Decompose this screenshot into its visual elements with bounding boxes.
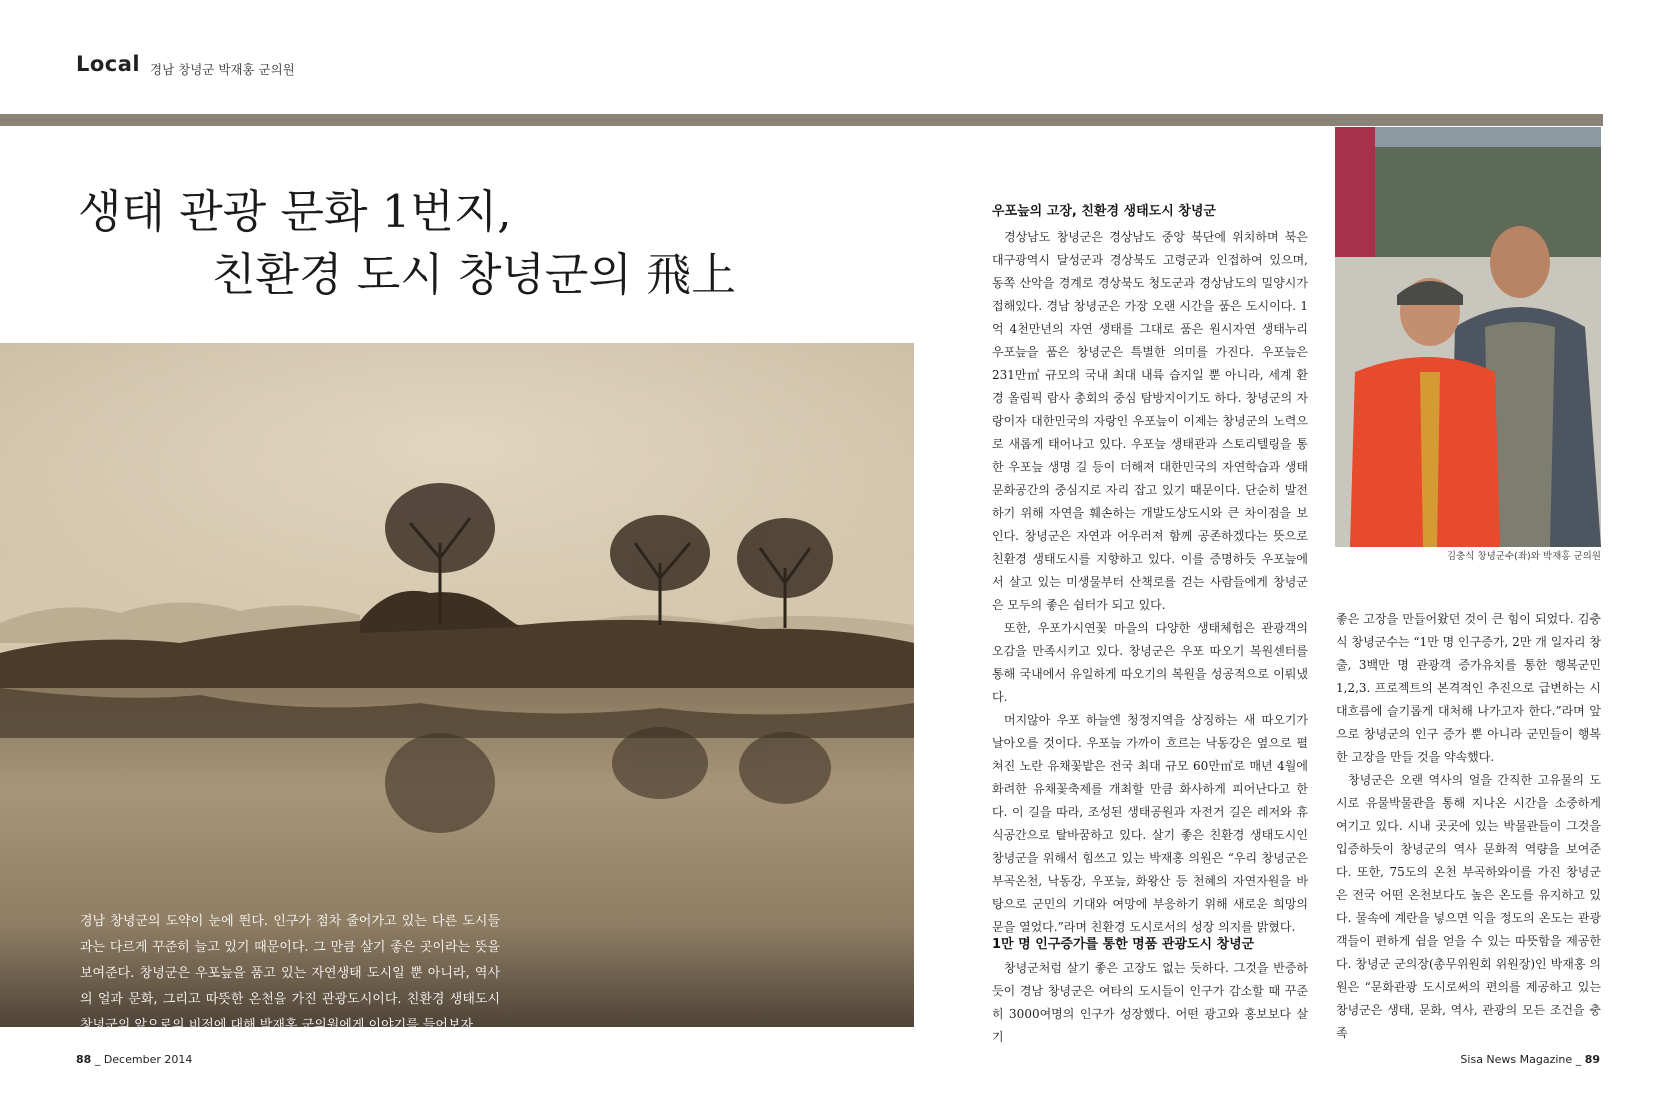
headline-line-2: 친환경 도시 창녕군의 飛上 [212,248,737,301]
right-page-number: 89 [1584,1053,1600,1066]
article-column-middle-end [992,957,1308,1049]
article-paragraph: 경상남도 창녕군은 경상남도 중앙 북단에 위치하며 북은 대구광역시 달성군과 경상북도 고령군과 인접하여 있으며, 동쪽 산악을 경계로 경상북도 청도군과 경상남도의 밀양시가 접해있다. 경남 창녕군은 가장 오랜 시간을 품은 도시이다. 1억 4천만년의 자연 생태를 그대로 품은 원시자연 생태누리 우포늪을 품은 창녕군은 특별한 의미를 가진다. 우포늪은 231만㎡ 규모의 국내 최대 내륙 습지일 뿐 아니라, 세계 환경 올림픽 람사 총회의 중심 탐방지이기도 하다. 창녕군의 자랑이자 대한민국의 자랑인 우포늪이 이제는 창녕군의 노력으로 새롭게 태어나고 있다. 우포늪 생태관과 스토리텔링을 통한 우포늪 생명 길 등이 더해져 대한민국의 자연학습과 생태문화공간의 중심지로 자리 잡고 있기 때문이다. 단순히 발전하기 위해 자연을 훼손하는 개발도상도시와 큰 차이점을 보인다. 창녕군은 자연과 어우러져 함께 공존하겠다는 뜻으로 친환경 생태도시를 지향하고 있다. 이를 증명하듯 우포늪에서 살고 있는 미생물부터 산책로를 걷는 사람들에게 창녕군은 모두의 좋은 쉼터가 되고 있다. [992,230,1309,612]
header-rule [0,114,1603,126]
article-paragraph: 창녕군처럼 살기 좋은 고장도 없는 듯하다. 그것을 반증하듯이 경남 창녕군은 여타의 도시들이 인구가 감소할 때 꾸준히 3000여명의 인구가 성장했다. 어떤 광고와 홍보보다 살기 [992,961,1308,1044]
folio-right [1460,1053,1600,1066]
article-column-middle [992,226,1308,939]
section-subtitle: 경남 창녕군 박재홍 군의원 [150,62,295,77]
article-paragraph: 창녕군은 오랜 역사의 얼을 간직한 고유물의 도시로 유물박물관을 통해 지나온 시간을 소중하게 여기고 있다. 시내 곳곳에 있는 박물관들이 그것을 입증하듯이 창녕군의 역사 문화적 역량을 보여준다. 또한, 75도의 온천 부곡하와이를 가진 창녕군은 전국 어떤 온천보다도 높은 온도를 유지하고 있다. 물속에 계란을 넣으면 익을 정도의 온도는 관광객들이 편하게 쉼을 얻을 수 있는 따뜻함을 제공한다. 창녕군 군의장(총무위원회 위원장)인 박재홍 의원은 “문화관광 도시로써의 편의를 제공하고 있는 창녕군은 생태, 문화, 역사, 관광의 모든 조건을 충족 [1336,773,1601,1040]
article-paragraph: 또한, 우포가시연꽃 마을의 다양한 생태체험은 관광객의 오감을 만족시키고 있다. 창녕군은 우포 따오기 복원센터를 통해 국내에서 유일하게 따오기의 복원을 성공적으로 이뤄냈다. [992,621,1308,704]
folio-separator: _ [94,1053,104,1066]
landscape-caption-text: 경남 창녕군의 도약이 눈에 띈다. 인구가 점차 줄어가고 있는 다른 도시들과는 다르게 꾸준히 늘고 있기 때문이다. 그 만큼 살기 좋은 곳이라는 뜻을 보여준다. 창녕군은 우포늪을 품고 있는 자연생태 도시일 뿐 아니라, 역사의 얼과 문화, 그리고 따뜻한 온천을 가진 관광도시이다. 친환경 생태도시 창녕군의 앞으로의 비전에 대해 박재홍 군의원에게 이야기를 들어보자. [80,914,500,1033]
portrait-photo [1335,127,1601,547]
article-paragraph: 좋은 고장을 만들어왔던 것이 큰 힘이 되었다. 김충식 창녕군수는 “1만 명 인구증가, 2만 개 일자리 창출, 3백만 명 관광객 증가유치를 통한 행복군민 1,2,3. 프로젝트의 본격적인 추진으로 급변하는 시대흐름에 슬기롭게 대처해 나가고자 한다.”라며 앞으로 창녕군의 인구 증가 뿐 아니라 군민들이 행복한 고장을 만들 것을 약속했다. [1336,612,1601,764]
left-page-number: 88 [76,1053,92,1066]
magazine-name: Sisa News Magazine [1460,1053,1573,1066]
subheading-1: 우포늪의 고장, 친환경 생태도시 창녕군 [992,204,1216,219]
article-paragraph: 머지않아 우포 하늘엔 청정지역을 상징하는 새 따오기가 날아오를 것이다. 우포늪 가까이 흐르는 낙동강은 옆으로 펼쳐진 노란 유채꽃밭은 전국 최대 규모 60만㎡로 매년 4월에 화려한 유채꽃축제를 개최할 만큼 화사하게 피어난다고 한다. 이 길을 따라, 조성된 생태공원과 자전거 길은 레저와 휴식공간으로 탈바꿈하고 있다. 살기 좋은 친환경 생태도시인 창녕군을 위해서 힘쓰고 있는 박재홍 의원은 “우리 창녕군은 부곡온천, 낙동강, 우포늪, 화왕산 등 천혜의 자연자원을 바탕으로 군민의 기대와 여망에 부응하기 위해 새로운 희망의 문을 열었다.”라며 친환경 도시로서의 성장 의지를 밝혔다. [992,713,1308,934]
issue-date: December 2014 [103,1053,193,1066]
photo-caption: 김충식 창녕군수(좌)와 박재홍 군의원 [1446,551,1601,562]
headline-line-1: 생태 관광 문화 1번지, [78,185,512,238]
subheading-2: 1만 명 인구증가를 통한 명품 관광도시 창녕군 [992,937,1255,952]
folio-separator: _ [1575,1053,1585,1066]
article-column-right [1336,608,1601,1045]
section-label: Local [76,52,141,76]
landscape-caption [80,909,500,1039]
folio-left [76,1053,192,1066]
